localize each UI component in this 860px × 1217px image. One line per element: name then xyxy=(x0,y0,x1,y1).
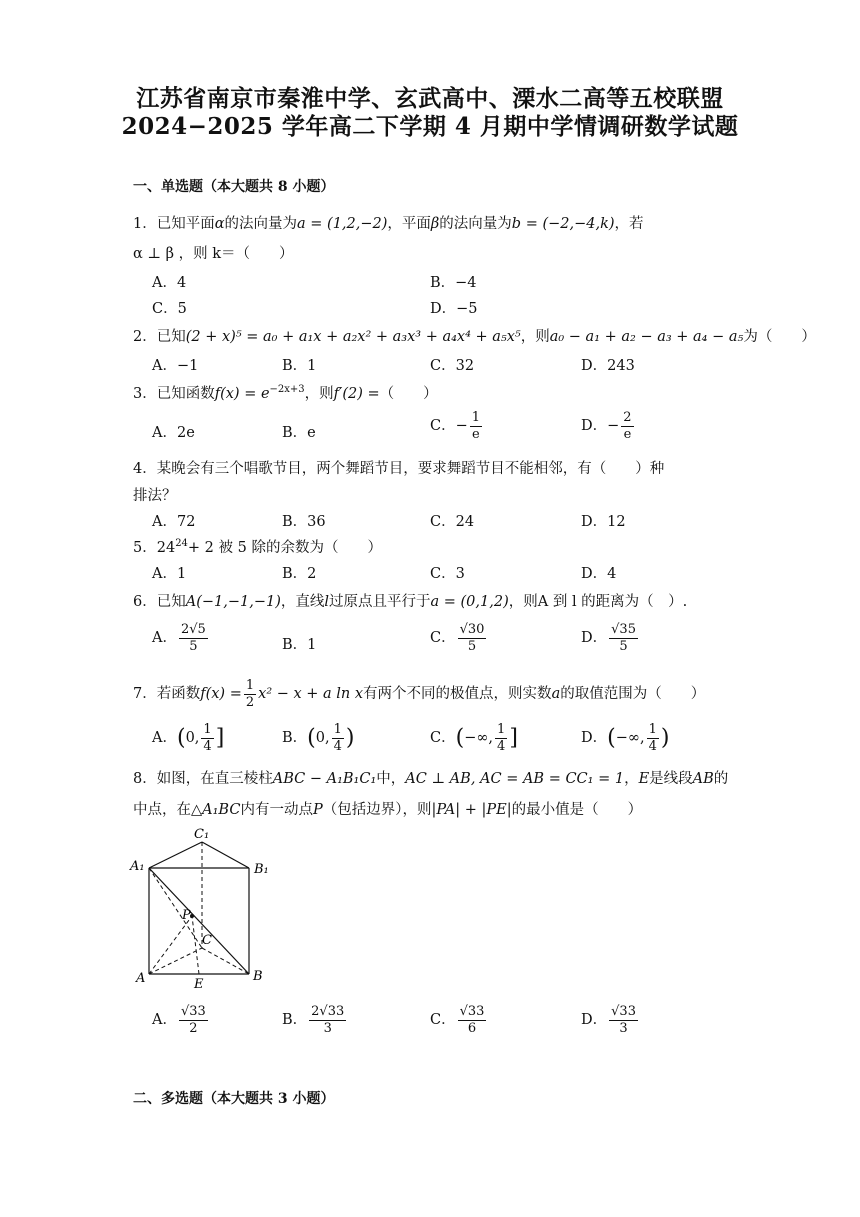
q5-option-c[interactable]: C．3 xyxy=(430,566,465,582)
prism-figure xyxy=(128,822,288,994)
label-a1: A₁ xyxy=(130,859,145,874)
title-line-1: 江苏省南京市秦淮中学、玄武高中、溧水二高等五校联盟 xyxy=(136,85,724,112)
q8-option-d[interactable]: D． $\frac{√33}{3}$ xyxy=(581,1004,636,1036)
q4-option-b[interactable]: B．36 xyxy=(282,514,326,530)
q1-stem: 1．已知平面α的法向量为a = (1,2,−2)，平面β的法向量为b = (−2,−4,k)，若 xyxy=(133,216,644,232)
section-2-heading: 二、多选题（本大题共 3 小题） xyxy=(133,1091,335,1107)
q3-option-d[interactable]: D．− $\frac{2}{e}$ xyxy=(581,410,632,442)
q8-stem-line2: 中点，在△A₁BC内有一动点P（包括边界），则|PA| + |PE|的最小值是（ ） xyxy=(133,802,643,818)
q8-option-b[interactable]: B． $\frac{2√33}{3}$ xyxy=(282,1004,345,1036)
label-e: E xyxy=(194,977,204,992)
section-1-heading: 一、单选题（本大题共 8 小题） xyxy=(133,179,335,195)
q8-stem: 8．如图，在直三棱柱ABC − A₁B₁C₁中，AC ⊥ AB, AC = AB = CC₁ = 1，E是线段AB的 xyxy=(133,771,729,787)
q4-stem-line2: 排法？ xyxy=(133,488,177,504)
q3-option-a[interactable]: A．2e xyxy=(152,425,195,441)
q1-stem-line2: α ⊥ β ，则 k＝（ ） xyxy=(133,246,294,262)
q6-option-c[interactable]: C． $\frac{√30}{5}$ xyxy=(430,622,485,654)
q7-option-b[interactable]: B．(0, $\frac{1}{4}$ ) xyxy=(282,722,355,754)
title-line-2: 2024−2025 学年高二下学期 4 月期中学情调研数学试题 xyxy=(121,113,739,140)
q5-option-d[interactable]: D．4 xyxy=(581,566,617,582)
label-c: C xyxy=(202,933,212,948)
q8-option-c[interactable]: C． $\frac{√33}{6}$ xyxy=(430,1004,485,1036)
q6-stem: 6．已知A(−1,−1,−1)，直线l过原点且平行于a = (0,1,2)，则A 到 l 的距离为（ ）. xyxy=(133,594,688,610)
q3-option-c[interactable]: C．− $\frac{1}{e}$ xyxy=(430,410,481,442)
q7-option-d[interactable]: D．(−∞, $\frac{1}{4}$ ) xyxy=(581,722,670,754)
q2-option-d[interactable]: D．243 xyxy=(581,358,635,374)
q8-option-a[interactable]: A． $\frac{√33}{2}$ xyxy=(152,1004,206,1036)
q4-stem: 4．某晚会有三个唱歌节目，两个舞蹈节目，要求舞蹈节目不能相邻，有（ ）种 xyxy=(133,461,665,477)
q6-option-a[interactable]: A． $\frac{2√5}{5}$ xyxy=(152,622,206,654)
label-a: A xyxy=(136,971,146,986)
q3-option-b[interactable]: B．e xyxy=(282,425,316,441)
q7-stem: 7．若函数f(x) = $\frac{1}{2}$ x² − x + a ln x有两个不同的极值点，则实数a的取值范围为（ ） xyxy=(133,678,706,710)
q5-option-b[interactable]: B．2 xyxy=(282,566,317,582)
q5-option-a[interactable]: A．1 xyxy=(152,566,187,582)
label-b1: B₁ xyxy=(254,862,269,877)
q6-option-d[interactable]: D． $\frac{√35}{5}$ xyxy=(581,622,636,654)
q6-option-b[interactable]: B．1 xyxy=(282,637,317,653)
q4-option-a[interactable]: A．72 xyxy=(152,514,196,530)
q4-option-c[interactable]: C．24 xyxy=(430,514,475,530)
q2-option-c[interactable]: C．32 xyxy=(430,358,475,374)
q1-option-c[interactable]: C．5 xyxy=(152,301,187,317)
label-p: P xyxy=(182,908,191,923)
q1-option-a[interactable]: A．4 xyxy=(152,275,187,291)
label-b: B xyxy=(253,969,263,984)
q3-stem: 3．已知函数$f(x) = e^{-2x+3}$，则f′(2) =（ ） xyxy=(133,384,438,402)
q1-option-b[interactable]: B．−4 xyxy=(430,275,477,291)
q2-stem: 2．已知(2 + x)⁵ = a₀ + a₁x + a₂x² + a₃x³ + a₄x⁴ + a₅x⁵，则a₀ − a₁ + a₂ − a₃ + a₄ − a₅为（ ） xyxy=(133,329,816,345)
label-c1: C₁ xyxy=(194,827,210,842)
q4-option-d[interactable]: D．12 xyxy=(581,514,626,530)
q2-option-a[interactable]: A．−1 xyxy=(152,358,199,374)
q1-option-d[interactable]: D．−5 xyxy=(430,301,478,317)
q5-stem: 5．$24^{24}+ 2$ 被 5 除的余数为（ ） xyxy=(133,538,382,556)
q7-option-c[interactable]: C．(−∞, $\frac{1}{4}$ ] xyxy=(430,722,518,754)
q2-option-b[interactable]: B．1 xyxy=(282,358,317,374)
q7-option-a[interactable]: A．(0, $\frac{1}{4}$ ] xyxy=(152,722,225,754)
